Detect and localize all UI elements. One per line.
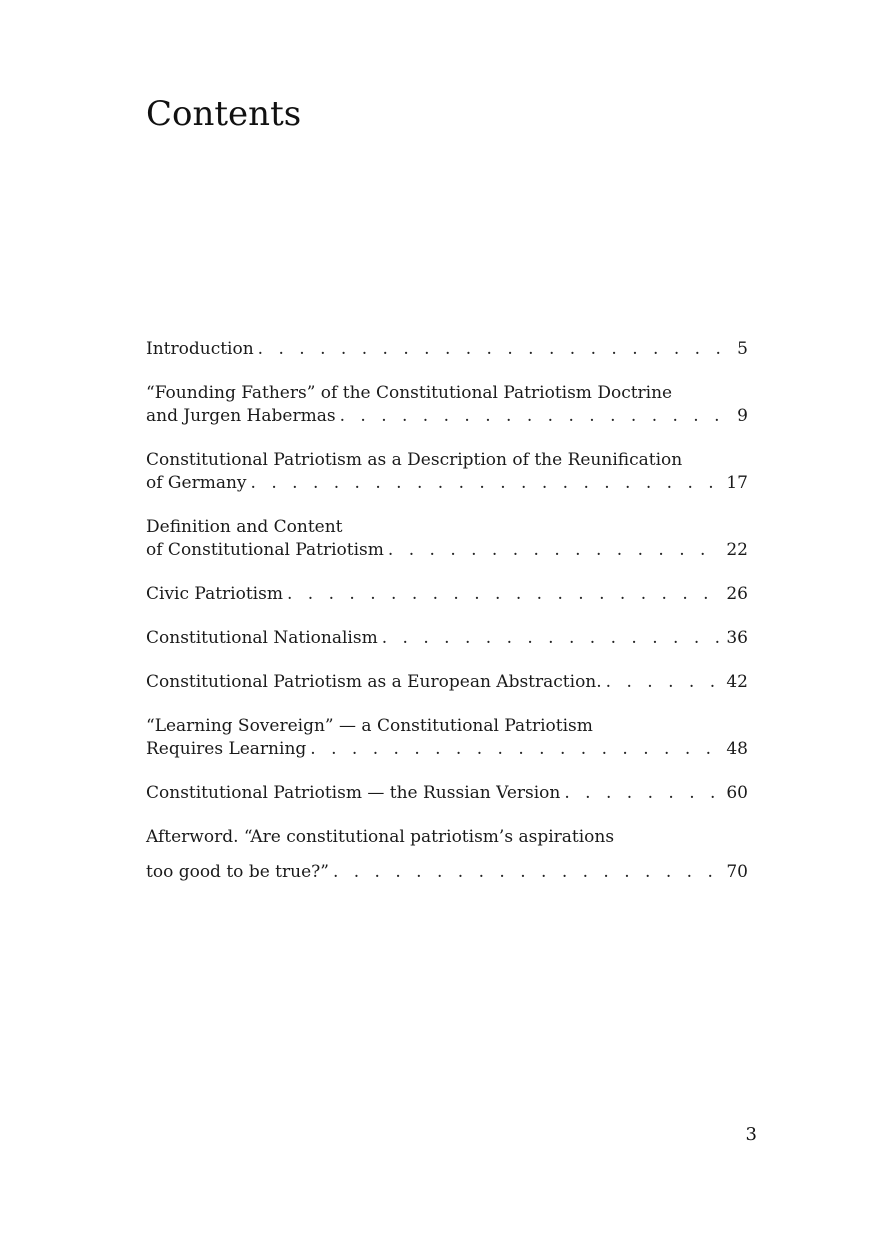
dot-leader [564,782,722,805]
page-title: Contents [146,94,302,134]
toc-line [146,539,748,562]
toc-line [146,671,748,694]
toc-line [146,627,748,650]
toc-line [146,382,748,405]
toc-page-number: 36 [726,628,748,648]
toc-entry-title-continued: and Jurgen Habermas [146,406,336,426]
toc-entry-european-abstraction[interactable] [146,671,748,694]
toc-entry-title: Constitutional Patriotism — the Russian Version [146,783,561,803]
toc-page-number: 5 [737,339,748,359]
toc-line [146,449,748,472]
toc-line [146,782,748,805]
dot-leader [382,627,723,650]
toc-entry-afterword[interactable] [146,826,748,884]
toc-page-number: 26 [726,584,748,604]
toc-entry-civic-patriotism[interactable] [146,583,748,606]
toc-line [146,861,748,884]
toc-entry-title: Definition and Content [146,517,343,537]
toc-entry-introduction[interactable] [146,338,748,361]
dot-leader [258,338,734,361]
toc-line [146,715,748,738]
toc-entry-title: Introduction [146,339,254,359]
dot-leader [287,583,722,606]
toc-entry-russian-version[interactable] [146,782,748,805]
toc-entry-title: Afterword. “Are constitutional patriotism’s aspirations [146,827,615,847]
toc-page-number: 9 [737,406,748,426]
toc-line [146,826,748,849]
toc-entry-learning-sovereign[interactable] [146,715,748,761]
toc-entry-founding-fathers[interactable] [146,382,748,428]
toc-entry-title: Constitutional Nationalism [146,628,378,648]
toc-page-number: 48 [726,739,748,759]
toc-page-number: 42 [726,672,748,692]
dot-leader [333,861,722,884]
toc-entry-title: Constitutional Patriotism as a European Abstraction. [146,672,602,692]
toc-page-number: 70 [726,862,748,882]
toc-entry-title-continued: of Constitutional Patriotism [146,540,384,560]
dot-leader [340,405,734,428]
toc-entry-title-continued: Requires Learning [146,739,307,759]
toc-line [146,338,748,361]
toc-entry-title: “Founding Fathers” of the Constitutional Patriotism Doctrine [146,383,673,403]
toc-line [146,516,748,539]
dot-leader [251,472,723,495]
dot-leader [606,671,723,694]
toc-line [146,583,748,606]
toc-entry-reunification[interactable] [146,449,748,495]
toc-page-number: 22 [726,540,748,560]
table-of-contents [146,338,748,905]
dot-leader [388,539,722,562]
dot-leader [310,738,722,761]
toc-entry-title: “Learning Sovereign” — a Constitutional Patriotism [146,716,593,736]
toc-line [146,738,748,761]
toc-entry-title: Civic Patriotism [146,584,283,604]
toc-page-number: 17 [726,473,748,493]
toc-line [146,472,748,495]
toc-entry-title-continued: too good to be true?” [146,862,329,882]
toc-entry-title-continued: of Germany [146,473,247,493]
toc-entry-title: Constitutional Patriotism as a Description of the Reunification [146,450,683,470]
page-number-footer: 3 [745,1124,757,1145]
toc-page-number: 60 [726,783,748,803]
toc-line [146,405,748,428]
toc-entry-definition[interactable] [146,516,748,562]
toc-entry-constitutional-nationalism[interactable] [146,627,748,650]
